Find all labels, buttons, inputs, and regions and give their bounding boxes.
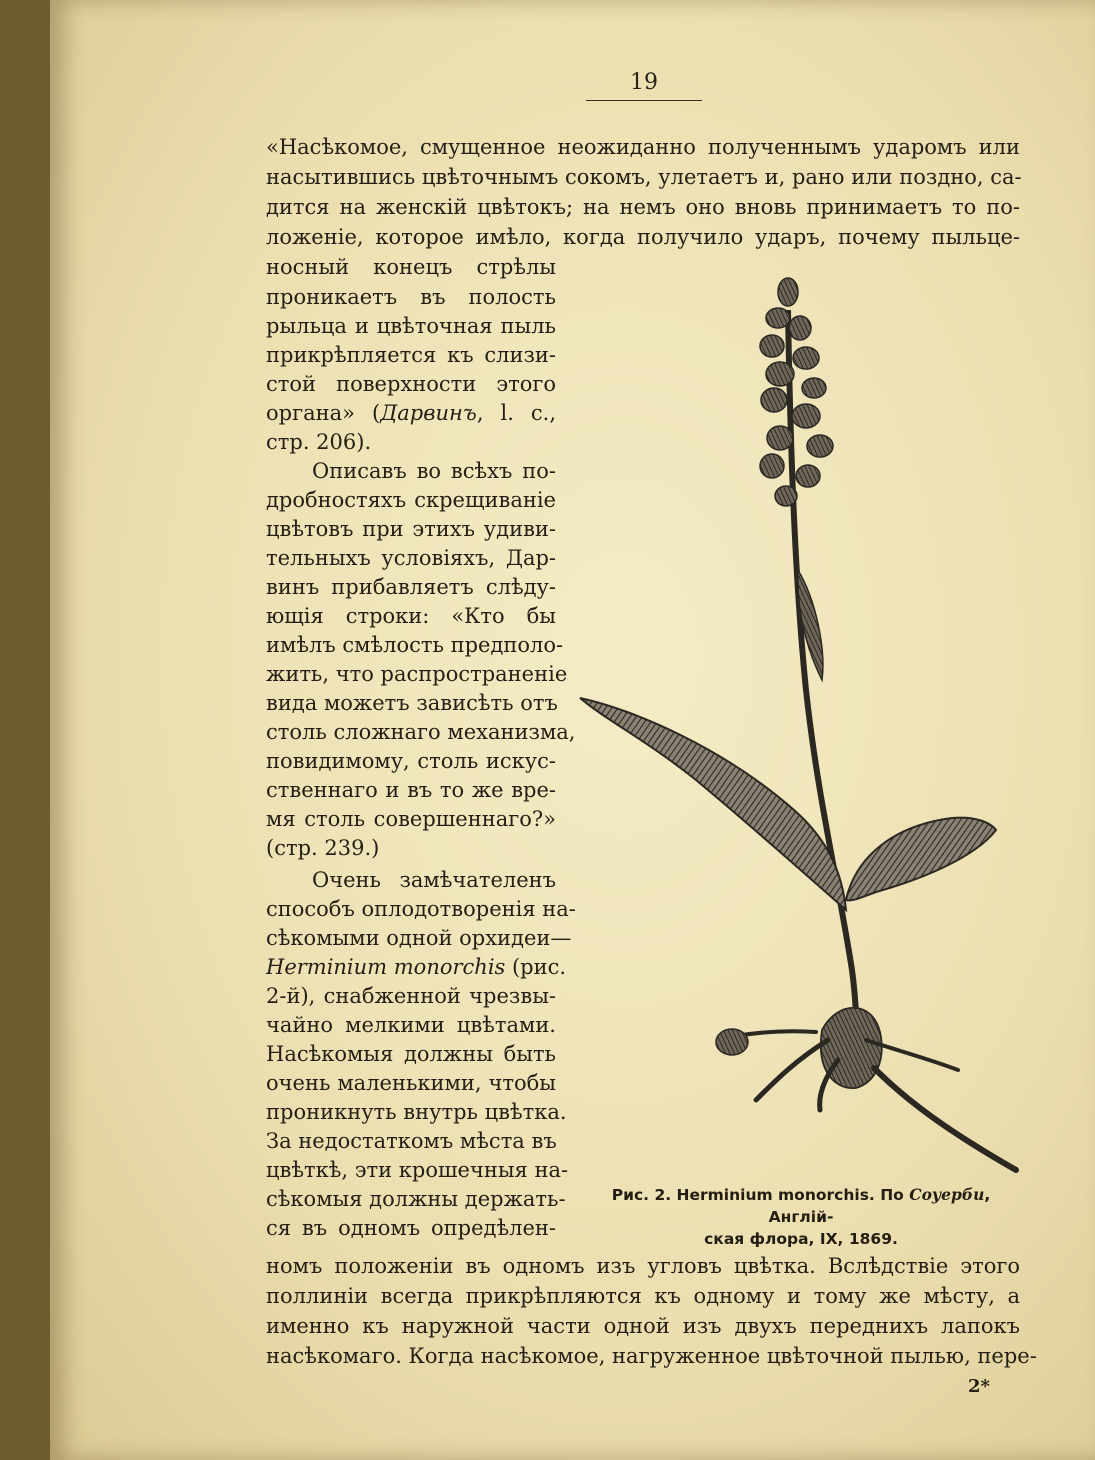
text-line: ственнаго и въ то же вре- — [266, 778, 556, 802]
text-line: носный конецъ стрѣлы — [266, 255, 556, 279]
text-line: ся въ одномъ опредѣлен- — [266, 1216, 556, 1240]
text-span: , l. c., — [476, 401, 557, 425]
text-line: рыльца и цвѣточная пыль — [266, 314, 556, 338]
text-line: дится на женскій цвѣтокъ; на немъ оно вновь принимаетъ то по- — [266, 195, 1020, 219]
text-line: 2-й), снабженной чрезвы- — [266, 984, 556, 1008]
text-line: дробностяхъ скрещиваніе — [266, 488, 556, 512]
text-line: жить, что распространеніе — [266, 662, 568, 686]
text-line: способъ оплодотворенія на- — [266, 897, 576, 921]
text-line: винъ прибавляетъ слѣду- — [266, 575, 556, 599]
book-page — [50, 0, 1095, 1460]
paragraph-start-line: Описавъ во всѣхъ по- — [312, 459, 556, 483]
text-line: Насѣкомыя должны быть — [266, 1042, 556, 1066]
page-number-rule — [586, 100, 702, 101]
text-line: сѣкомыми одной орхидеи— — [266, 926, 572, 950]
text-span: (рис. — [505, 955, 567, 979]
text-line: цвѣткѣ, эти крошечныя на- — [266, 1158, 569, 1182]
text-line: стой поверхности этого — [266, 372, 556, 396]
text-line: «Насѣкомое, смущенное неожиданно полученнымъ ударомъ или — [266, 135, 1020, 159]
text-line: проникаетъ въ полость — [266, 285, 556, 309]
text-line-species — [266, 953, 567, 982]
text-span: органа» ( — [266, 401, 381, 425]
text-line: имѣлъ смѣлость предполо- — [266, 633, 564, 657]
text-line: ющія строки: «Кто бы — [266, 604, 556, 628]
text-line: поллиніи всегда прикрѣпляются къ одному и тому же мѣсту, а — [266, 1284, 1020, 1308]
text-line: проникнуть внутрь цвѣтка. — [266, 1100, 567, 1124]
herminium-plant-drawing — [576, 270, 1026, 1180]
text-line: повидимому, столь искус- — [266, 749, 556, 773]
text-line: За недостаткомъ мѣста въ — [266, 1129, 557, 1153]
text-line: ложеніе, которое имѣло, когда получило ударъ, почему пыльце- — [266, 225, 1020, 249]
caption-suffix: , Англій- — [768, 1186, 991, 1226]
caption-line — [578, 1184, 1024, 1228]
text-line: столь сложнаго механизма, — [266, 720, 576, 744]
text-line: (стр. 239.) — [266, 836, 380, 860]
text-line: сѣкомыя должны держать- — [266, 1187, 566, 1211]
text-line: цвѣтовъ при этихъ удиви- — [266, 517, 556, 541]
text-line: прикрѣпляется къ слизи- — [266, 343, 556, 367]
text-line: насытившись цвѣточнымъ сокомъ, улетаетъ и, рано или поздно, са- — [266, 165, 1022, 189]
author-name: Дарвинъ — [380, 401, 477, 425]
text-line: насѣкомаго. Когда насѣкомое, нагруженное цвѣточной пылью, пере- — [266, 1344, 1037, 1368]
figure-caption — [578, 1184, 1024, 1250]
paragraph-start-line: Очень замѣчателенъ — [312, 868, 556, 892]
text-line: стр. 206). — [266, 430, 372, 454]
text-line: тельныхъ условіяхъ, Дар- — [266, 546, 556, 570]
caption-prefix: Рис. 2. Herminium monorchis. По — [611, 1186, 910, 1204]
text-line: номъ положеніи въ одномъ изъ угловъ цвѣтка. Вслѣдствіе этого — [266, 1254, 1020, 1278]
orchid-illustration — [576, 270, 1026, 1180]
caption-line: ская флора, IX, 1869. — [704, 1230, 898, 1248]
species-name: Herminium monorchis — [266, 955, 506, 979]
text-line: чайно мелкими цвѣтами. — [266, 1013, 556, 1037]
text-line: именно къ наружной части одной изъ двухъ переднихъ лапокъ — [266, 1314, 1020, 1338]
text-line: очень маленькими, чтобы — [266, 1071, 556, 1095]
page-number: 19 — [630, 70, 658, 95]
printer-signature: 2* — [968, 1376, 990, 1397]
text-line-citation — [266, 399, 556, 428]
caption-author: Соуерби — [909, 1185, 985, 1204]
text-line: мя столь совершеннаго?» — [266, 807, 556, 831]
text-line: вида можетъ зависѣть отъ — [266, 691, 558, 715]
